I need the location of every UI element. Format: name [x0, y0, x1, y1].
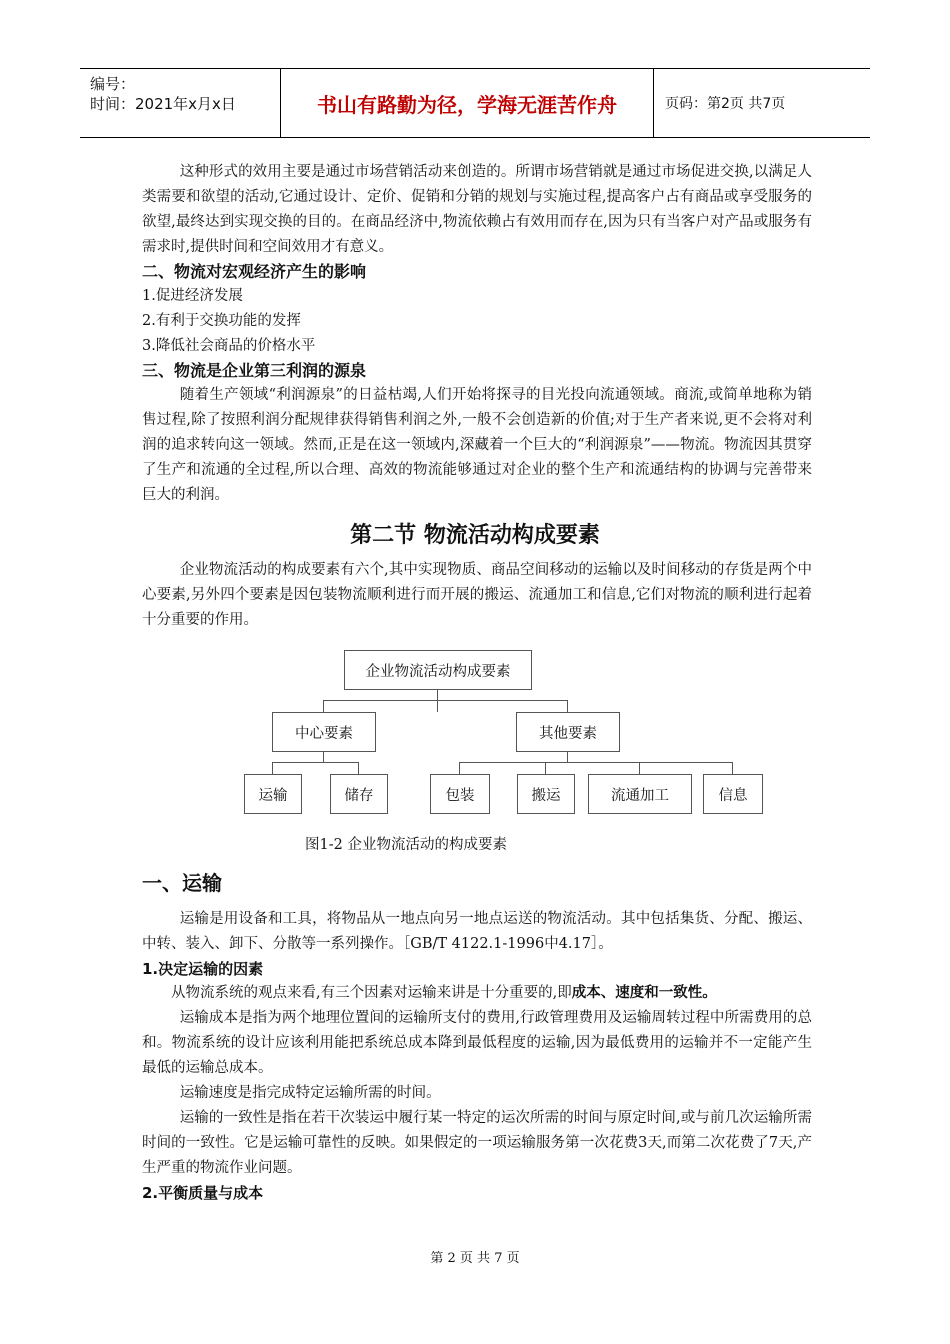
chapter-title: 第二节 物流活动构成要素	[350, 523, 600, 548]
transport-factors	[142, 981, 812, 1006]
transport-speed: 运输速度是指完成特定运输所需的时间。	[179, 1085, 441, 1101]
diagram-leaf-node: 运输	[244, 774, 302, 814]
section2-heading: 二、物流对宏观经济产生的影响	[142, 262, 367, 281]
diagram-leaf-node: 搬运	[517, 774, 575, 814]
diagram-leaf-node: 储存	[330, 774, 388, 814]
section2-item: 2.有利于交换功能的发挥	[142, 313, 301, 329]
section3-heading: 三、物流是企业第三利润的源泉	[142, 361, 367, 380]
intro-paragraph: 这种形式的效用主要是通过市场营销活动来创造的。所谓市场营销就是通过市场促进交换,以满足人类需要和欲望的活动,它通过设计、定价、促销和分销的规划与实施过程,提高客户占有商品或享受服务的欲望,最终达到实现交换的目的。在商品经济中,物流依赖占有效用而存在,因为只有当客户对产品或服务有需求时,提供时间和空间效用才有意义。	[142, 164, 812, 255]
diagram-root-node: 企业物流活动构成要素	[344, 650, 532, 690]
transport-sub2: 2.平衡质量与成本	[142, 1184, 264, 1202]
figure-caption: 图1-2 企业物流活动的构成要素	[305, 837, 507, 853]
transport-cost: 运输成本是指为两个地理位置间的运输所支付的费用,行政管理费用及运输周转过程中所需费用的总和。物流系统的设计应该利用能把系统总成本降到最低程度的运输,因为最低费用的运输并不一定能产生最低的运输总成本。	[142, 1010, 812, 1076]
transport-heading: 一、运输	[142, 871, 222, 895]
factors-bold: 成本、速度和一致性。	[571, 985, 717, 1001]
factors-text: 从物流系统的观点来看,有三个因素对运输来讲是十分重要的,即	[171, 985, 572, 1001]
page-footer: 第 2 页 共 7 页	[430, 1251, 520, 1266]
serial-label: 编号：	[90, 75, 136, 93]
transport-sub1: 1.决定运输的因素	[142, 960, 264, 978]
body-upper	[142, 160, 812, 508]
transport-consistency: 运输的一致性是指在若干次装运中履行某一特定的运次所需的时间与原定时间,或与前几次运输所需时间的一致性。它是运输可靠性的反映。如果假定的一项运输服务第一次花费3天,而第二次花费了7天,产生严重的物流作业问题。	[142, 1110, 812, 1176]
header-page-code: 页码：第2页 共7页	[665, 96, 786, 112]
diagram-leaf-node: 流通加工	[588, 774, 692, 814]
time-label: 时间：2021年x月x日	[90, 95, 236, 113]
diagram-center-node: 中心要素	[272, 712, 376, 752]
section3-paragraph: 随着生产领域“利润源泉”的日益枯竭,人们开始将探寻的目光投向流通领域。商流,或简单地称为销售过程,除了按照利润分配规律获得销售利润之外,一般不会创造新的价值;对于生产者来说,更不会将对利润的追求转向这一领域。然而,正是在这一领域内,深藏着一个巨大的“利润源泉”——物流。物流因其贯穿了生产和流通的全过程,所以合理、高效的物流能够通过对企业的整个生产和流通结构的协调与完善带来巨大的利润。	[142, 387, 812, 503]
diagram-other-node: 其他要素	[516, 712, 620, 752]
diagram-leaf-node: 包装	[430, 774, 490, 814]
section2-item: 1.促进经济发展	[142, 288, 243, 304]
chapter-body	[142, 558, 812, 633]
diagram-leaf-node: 信息	[703, 774, 763, 814]
transport-body	[142, 907, 812, 1205]
header-meta	[80, 69, 281, 137]
transport-definition: 运输是用设备和工具，将物品从一地点向另一地点运送的物流活动。其中包括集货、分配、搬运、中转、装入、卸下、分散等一系列操作。［GB/T 4122.1-1996中4.17］。	[142, 911, 812, 952]
header-motto: 书山有路勤为径，学海无涯苦作舟	[281, 69, 654, 137]
chapter-paragraph: 企业物流活动的构成要素有六个,其中实现物质、商品空间移动的运输以及时间移动的存货是两个中心要素,另外四个要素是因包装物流顺利进行而开展的搬运、流通加工和信息,它们对物流的顺利进行起着十分重要的作用。	[142, 562, 812, 628]
section2-item: 3.降低社会商品的价格水平	[142, 338, 316, 354]
page-header	[80, 68, 870, 138]
